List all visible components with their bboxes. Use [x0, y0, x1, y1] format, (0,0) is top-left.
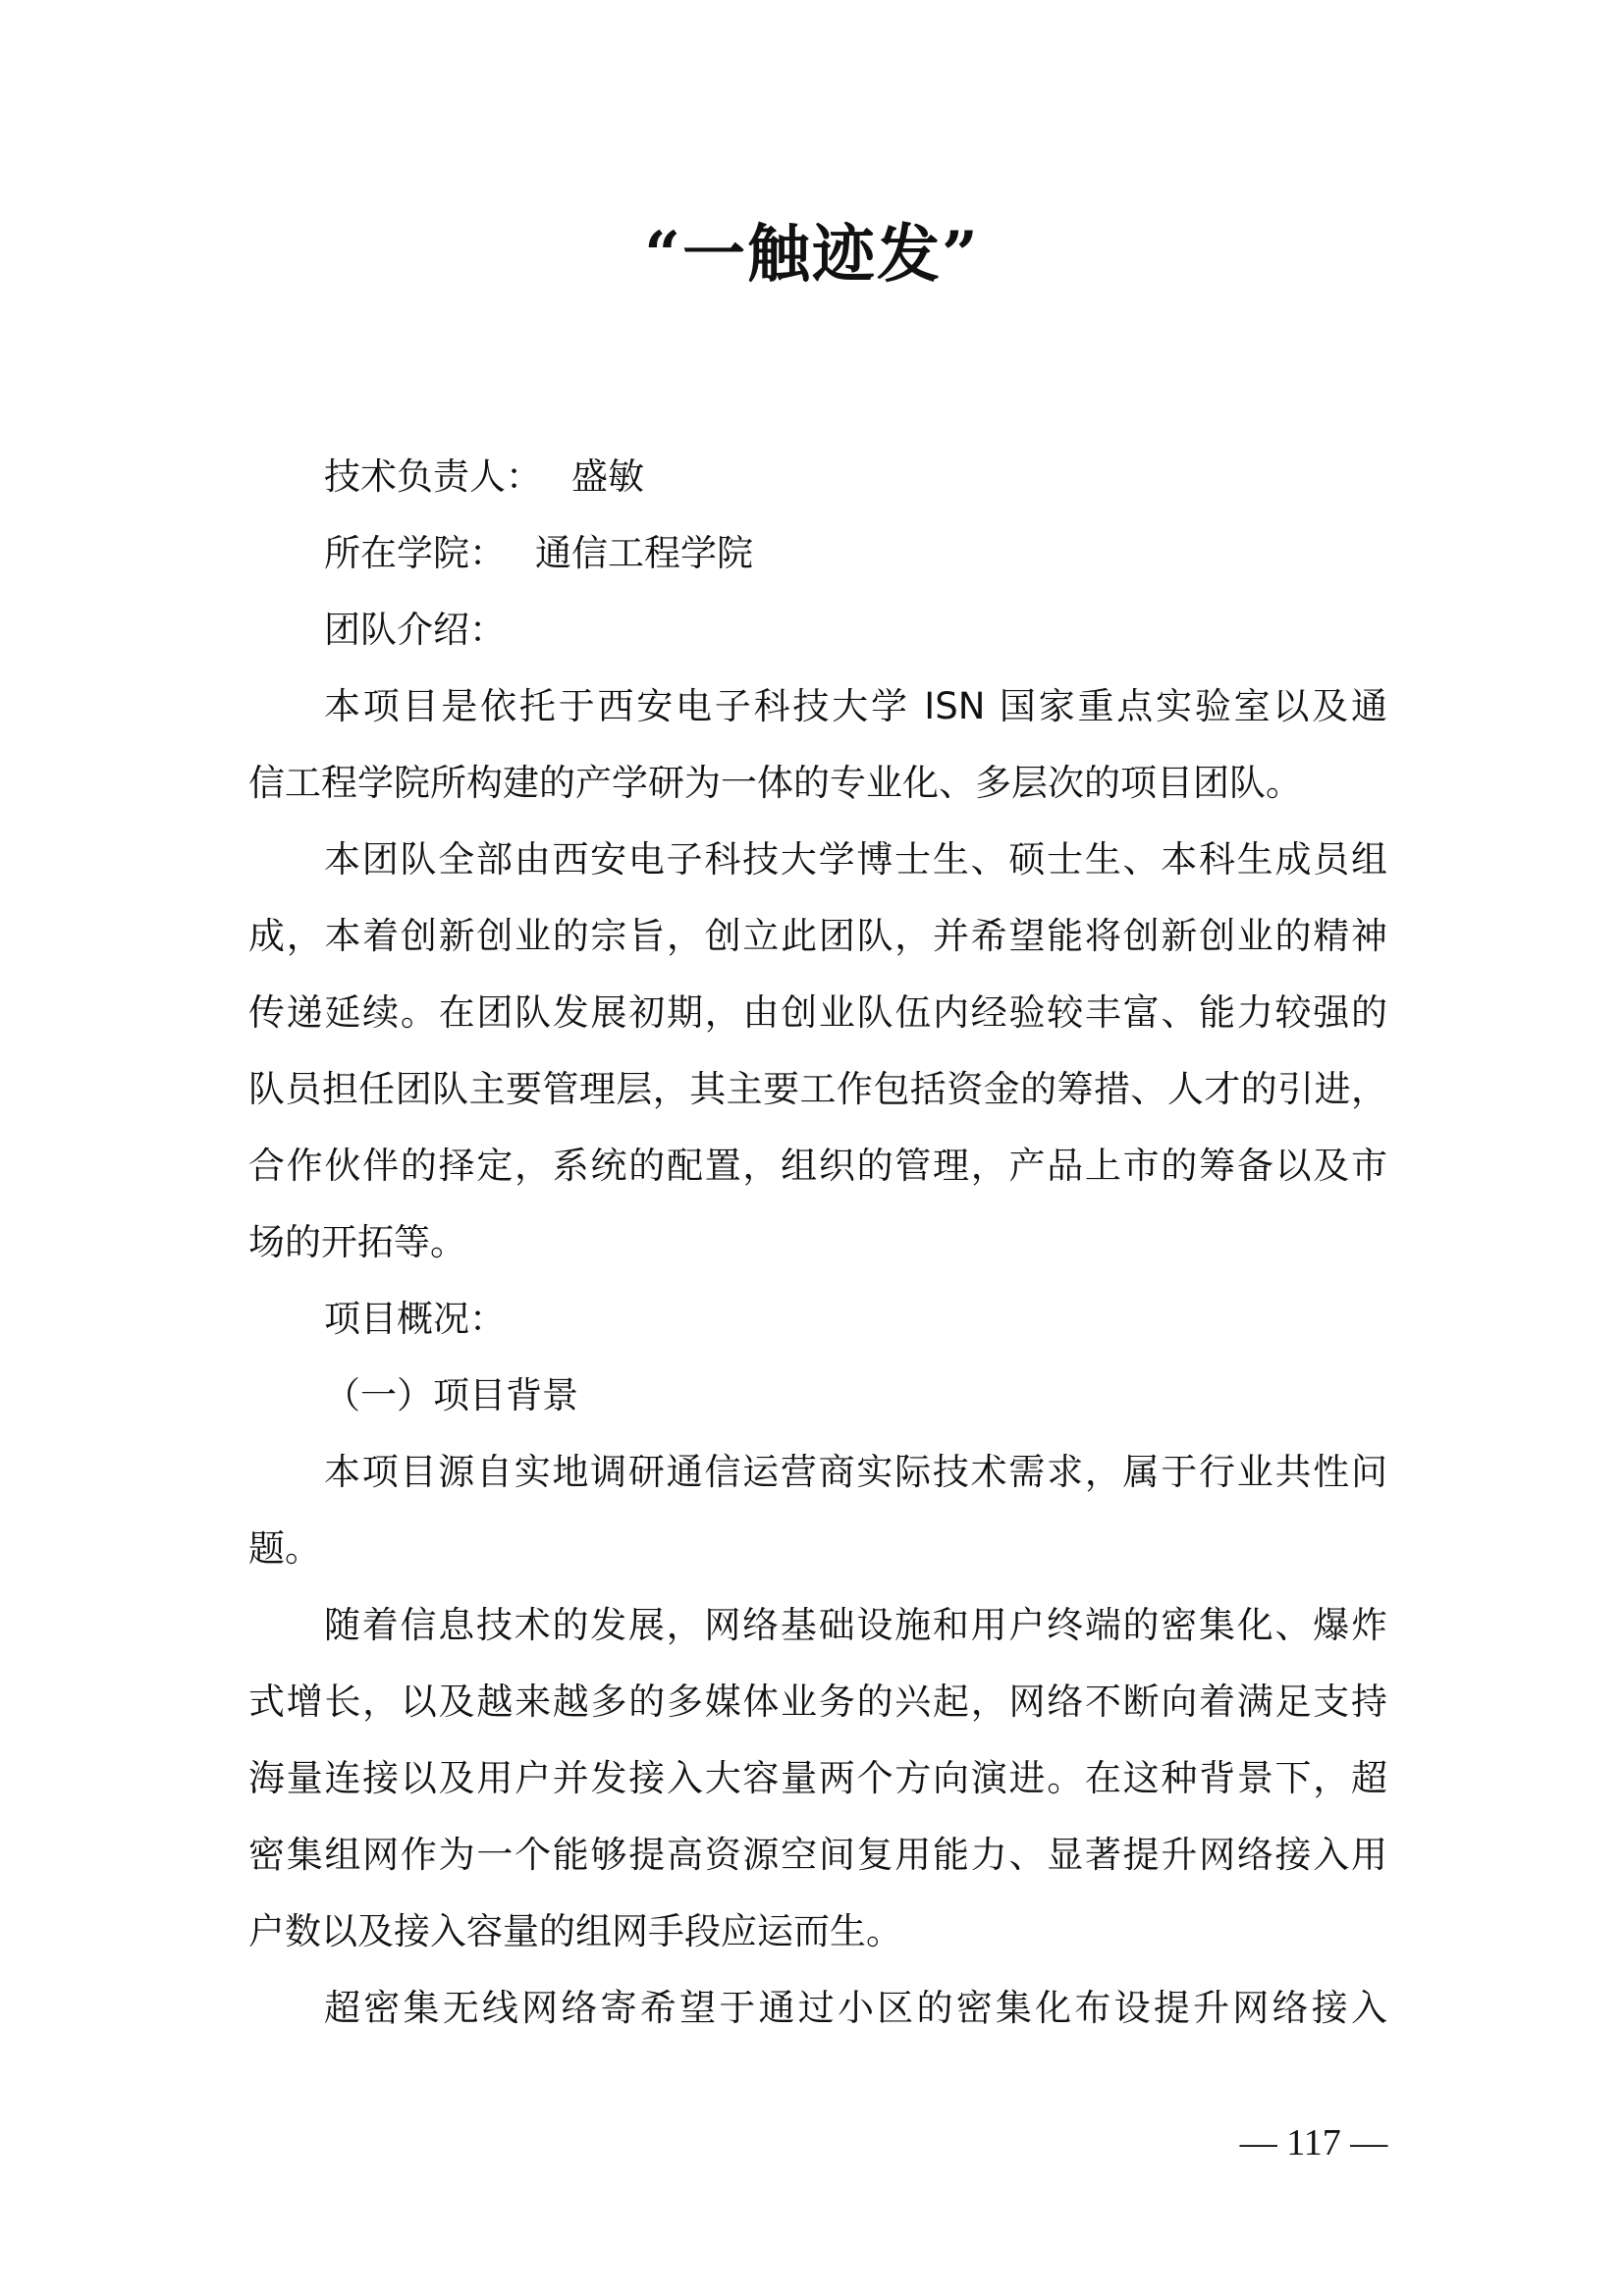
paragraph-line: 海量连接以及用户并发接入大容量两个方向演进。在这种背景下，超	[248, 1757, 1387, 1799]
paragraph-line: 队员担任团队主要管理层，其主要工作包括资金的筹措、人才的引进，	[248, 1068, 1387, 1110]
tech-lead-value: 盛敏	[571, 455, 644, 498]
paragraph-line: 超密集无线网络寄希望于通过小区的密集化布设提升网络接入	[324, 1987, 1387, 2029]
paragraph-line: 成，本着创新创业的宗旨，创立此团队，并希望能将创新创业的精神	[248, 915, 1387, 957]
tech-lead-label: 技术负责人：	[324, 455, 542, 498]
paragraph-line: 密集组网作为一个能够提高资源空间复用能力、显著提升网络接入用	[248, 1834, 1387, 1876]
paragraph-line: 传递延续。在团队发展初期，由创业队伍内经验较丰富、能力较强的	[248, 991, 1387, 1034]
paragraph-line: 本项目是依托于西安电子科技大学 ISN 国家重点实验室以及通	[324, 685, 1387, 727]
paragraph-line: 本团队全部由西安电子科技大学博士生、硕士生、本科生成员组	[324, 838, 1387, 881]
document-body	[248, 439, 1387, 2047]
college-value: 通信工程学院	[535, 532, 753, 574]
team-intro-label: 团队介绍：	[324, 609, 506, 651]
paragraph-line: 式增长，以及越来越多的多媒体业务的兴起，网络不断向着满足支持	[248, 1681, 1387, 1723]
paragraph-line: 题。	[248, 1527, 321, 1570]
page-number: — 117 —	[1239, 2122, 1388, 2163]
college-label: 所在学院：	[324, 532, 506, 574]
overview-label: 项目概况：	[324, 1298, 506, 1340]
paragraph-line: 合作伙伴的择定，系统的配置，组织的管理，产品上市的筹备以及市	[248, 1145, 1387, 1187]
college-row	[248, 515, 1387, 592]
paragraph-line: 户数以及接入容量的组网手段应运而生。	[248, 1910, 902, 1952]
paragraph-line: 本项目源自实地调研通信运营商实际技术需求，属于行业共性问	[324, 1451, 1387, 1493]
paragraph-line: 场的开拓等。	[248, 1221, 466, 1263]
page-title: “一触迹发”	[644, 218, 980, 292]
paragraph-line: 随着信息技术的发展，网络基础设施和用户终端的密集化、爆炸	[324, 1604, 1387, 1646]
paragraph-line: 信工程学院所构建的产学研为一体的专业化、多层次的项目团队。	[248, 762, 1302, 804]
section-heading: （一）项目背景	[324, 1374, 578, 1416]
tech-lead-row	[248, 439, 1387, 515]
